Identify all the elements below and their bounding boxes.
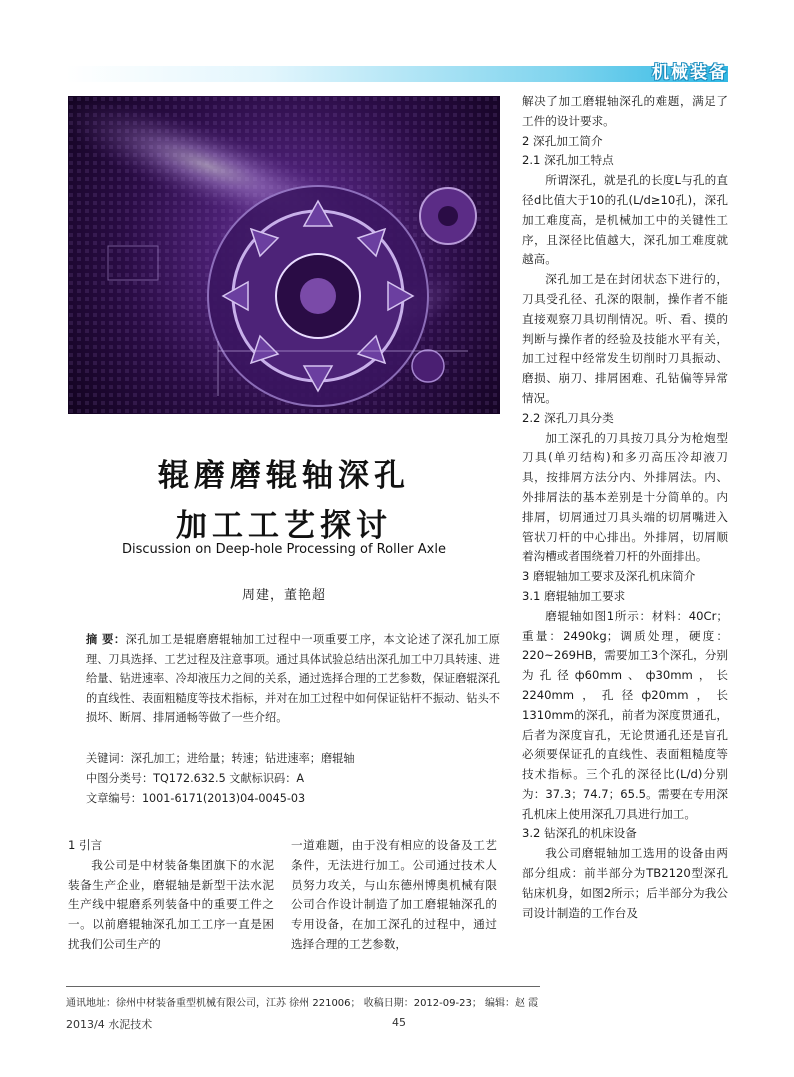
issue-label: 2013/4 水泥技术 [66,1018,153,1031]
section-heading-2-2: 2.2 深孔刀具分类 [522,410,614,425]
english-title: Discussion on Deep-hole Processing of Roller Axle [122,542,446,557]
keywords: 关键词：深孔加工；进给量；转速；钻进速率；磨辊轴 [86,752,355,765]
paragraph: 我公司是中材装备集团旗下的水泥装备生产企业，磨辊轴是新型干法水泥生产线中辊磨系列装备中的重要工件之一。以前磨辊轴深孔加工工序一直是困扰我们公司生产的 [68,857,274,951]
footer-note: 通讯地址：徐州中材装备重型机械有限公司，江苏 徐州 221006； 收稿日期：2012-09-23； 编辑：赵 霞 [66,998,539,1009]
article-number: 文章编号：1001-6171(2013)04-0045-03 [86,792,306,805]
section-title: 机械装备 [652,63,728,83]
paragraph: 我公司磨辊轴加工选用的设备由两部分组成：前半部分为TB2120型深孔钻床机身，如图2所示；后半部分为我公司设计制造的工作台及 [522,846,728,920]
authors: 周建，董艳超 [241,588,326,603]
paragraph: 一道难题，由于没有相应的设备及工艺条件，无法进行加工。公司通过技术人员努力攻关，与山东德州博奥机械有限公司合作设计制造了加工磨辊轴深孔的专用设备，在加工深孔的过程中，通过选择合理的工艺参数， [291,838,497,951]
section-heading-3-1: 3.1 磨辊轴加工要求 [522,588,626,603]
left-column [68,836,274,955]
abstract [86,630,500,728]
header-band [66,66,728,82]
middle-column [291,836,497,955]
paragraph: 所谓深孔，就是孔的长度L与孔的直径d比值大于10的孔(L/d≥10孔)，深孔加工难度高，是机械加工中的关键性工序，且深径比值越大，深孔加工难度就越高。 [522,173,728,267]
footer-rule [66,986,540,987]
section-heading-2: 2 深孔加工简介 [522,133,603,148]
paragraph: 磨辊轴如图1所示：材料：40Cr；重量：2490kg；调质处理，硬度：220~269HB，需要加工3个深孔，分别为孔径ф60mm、ф30mm，长2240mm，孔径ф20mm，长1310mm的深孔，前者为深度贯通孔，后者为深度盲孔，无论贯通孔还是盲孔必须要保证孔的直线性、表面粗糙度等技术指标。三个孔的深径比(L/d)分别为：37.3；74.7；65.5。需要在专用深孔机床上使用深孔刀具进行加工。 [522,608,728,821]
section-heading-1: 1 引言 [68,838,103,852]
title-line-1: 辊磨磨辊轴深孔 [158,458,410,494]
gear-illustration [68,96,500,414]
page-number: 45 [392,1016,406,1029]
section-heading-3-2: 3.2 钻深孔的机床设备 [522,826,637,841]
paragraph: 解决了加工磨辊轴深孔的难题，满足了工件的设计要求。 [522,94,728,128]
title-line-2: 加工工艺探讨 [176,508,392,544]
abstract-label: 摘 要： [86,633,126,646]
abstract-text: 深孔加工是辊磨磨辊轴加工过程中一项重要工序，本文论述了深孔加工原理、刀具选择、工艺过程及注意事项。通过具体试验总结出深孔加工中刀具转速、进给量、钻进速率、冷却液压力之间的关系，通过选择合理的工艺参数，保证磨辊深孔的直线性、表面粗糙度等技术指标，并对在加工过程中如何保证钻杆不振动、钻头不损坏、断屑、排屑通畅等做了一些介绍。 [86,633,500,724]
right-column [522,92,728,923]
paragraph: 深孔加工是在封闭状态下进行的，刀具受孔径、孔深的限制，操作者不能直接观察刀具切削情况。听、看、摸的判断与操作者的经验及技能水平有关，加工过程中经常发生切削时刀具振动、磨损、崩刀、排屑困难、孔钻偏等异常情况。 [522,272,728,405]
cover-image [68,96,500,414]
classification-number: 中图分类号：TQ172.632.5 文献标识码：A [86,772,305,785]
section-heading-3: 3 磨辊轴加工要求及深孔机床简介 [522,569,696,584]
paragraph: 加工深孔的刀具按刀具分为枪炮型刀具(单刃结构)和多刃高压冷却液刀具，按排屑方法分内、外排屑法。内、外排屑法的基本差别是十分简单的。内排屑，切屑通过刀具头端的切屑嘴进入管状刀杆的中心排出。外排屑，切屑顺着沟槽或者围绕着刀杆的外面排出。 [522,430,728,564]
section-heading-2-1: 2.1 深孔加工特点 [522,153,614,168]
